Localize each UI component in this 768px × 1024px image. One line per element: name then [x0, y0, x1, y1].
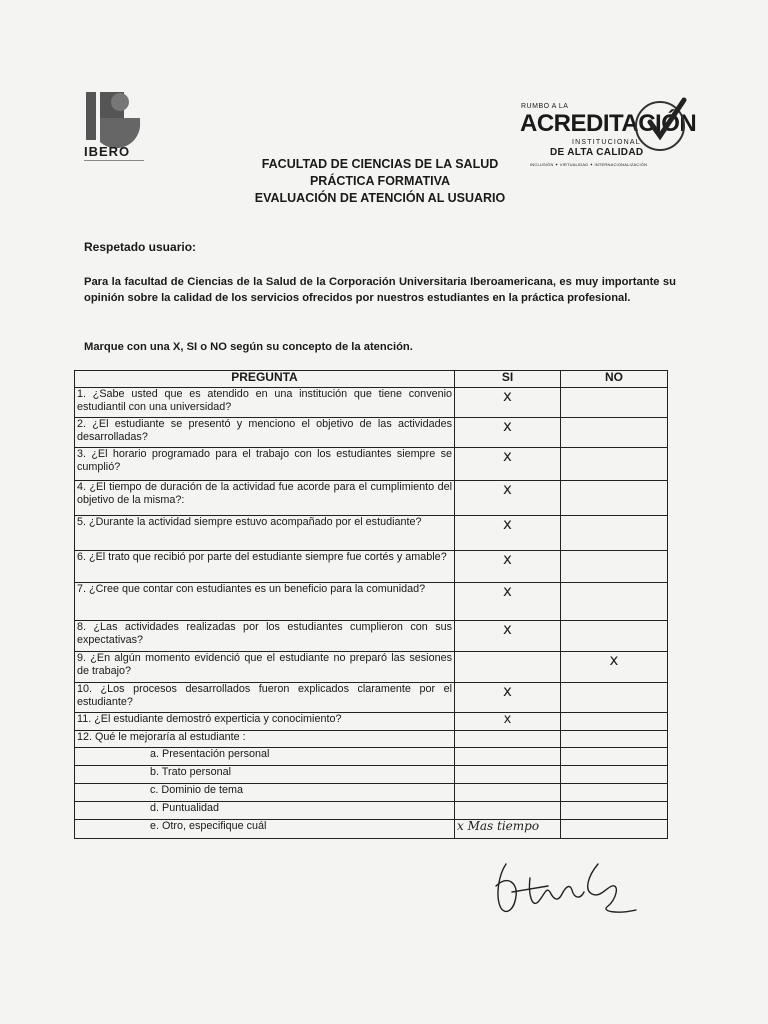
- table-row: [75, 802, 668, 820]
- header-pregunta: PREGUNTA: [75, 371, 455, 388]
- accreditation-top-text: RUMBO A LA: [521, 103, 569, 110]
- answer-si-cell[interactable]: [455, 481, 561, 516]
- subitem-cell: b. Trato personal: [75, 766, 455, 784]
- question-cell: 1. ¿Sabe usted que es atendido en una institución que tiene convenio estudiantil con una universidad?: [75, 388, 455, 418]
- si-mark: x: [503, 712, 512, 727]
- checkmark-circle-icon: [628, 96, 688, 156]
- answer-si-cell[interactable]: [455, 551, 561, 583]
- ibero-logo-underline: [84, 160, 144, 163]
- faculty-title: FACULTAD DE CIENCIAS DE LA SALUD: [261, 157, 499, 171]
- answer-no-cell[interactable]: [561, 766, 668, 784]
- si-mark: x: [503, 480, 512, 498]
- question-cell: 8. ¿Las actividades realizadas por los estudiantes cumplieron con sus expectativas?: [75, 621, 455, 652]
- answer-no-cell[interactable]: [561, 621, 668, 652]
- answer-si-cell[interactable]: [455, 784, 561, 802]
- accreditation-main-text: ACREDITACIÓN: [520, 110, 697, 137]
- answer-si-cell[interactable]: [455, 448, 561, 481]
- signature-icon: [488, 856, 648, 926]
- table-row: [75, 516, 668, 551]
- answer-no-cell[interactable]: [561, 713, 668, 731]
- answer-no-cell[interactable]: [561, 748, 668, 766]
- table-row: [75, 621, 668, 652]
- table-row: [75, 820, 668, 839]
- table-row: [75, 748, 668, 766]
- accreditation-institucional-text: INSTITUCIONAL: [572, 139, 641, 146]
- si-mark: x: [503, 550, 512, 568]
- answer-si-cell[interactable]: [455, 621, 561, 652]
- answer-si-cell[interactable]: [455, 731, 561, 748]
- table-row: [75, 388, 668, 418]
- si-mark: x: [503, 417, 512, 435]
- practice-title: PRÁCTICA FORMATIVA: [309, 174, 451, 188]
- accreditation-logo: [518, 100, 697, 172]
- si-mark: x: [503, 387, 512, 405]
- table-row: [75, 448, 668, 481]
- si-mark: x: [503, 582, 512, 600]
- survey-table: [74, 370, 668, 839]
- answer-si-cell[interactable]: [455, 583, 561, 621]
- answer-si-cell[interactable]: [455, 713, 561, 731]
- answer-si-cell[interactable]: [455, 516, 561, 551]
- header-si: SI: [455, 371, 561, 388]
- table-row: [75, 683, 668, 713]
- table-row: [75, 481, 668, 516]
- header-no: NO: [561, 371, 668, 388]
- answer-no-cell[interactable]: [561, 551, 668, 583]
- answer-si-cell[interactable]: [455, 766, 561, 784]
- accreditation-alta-text: DE ALTA CALIDAD: [550, 147, 644, 158]
- table-row: [75, 583, 668, 621]
- answer-si-cell[interactable]: [455, 652, 561, 683]
- evaluation-title: EVALUACIÓN DE ATENCIÓN AL USUARIO: [254, 191, 506, 205]
- subitem-cell: c. Dominio de tema: [75, 784, 455, 802]
- answer-no-cell[interactable]: [561, 481, 668, 516]
- si-mark: x: [503, 620, 512, 638]
- table-row: [75, 731, 668, 748]
- answer-si-cell[interactable]: [455, 802, 561, 820]
- table-row: [75, 652, 668, 683]
- question-cell: 9. ¿En algún momento evidenció que el estudiante no preparó las sesiones de trabajo?: [75, 652, 455, 683]
- answer-no-cell[interactable]: [561, 731, 668, 748]
- table-row: [75, 551, 668, 583]
- accreditation-tiny-text: INCLUSIÓN ✦ VIRTUALIDAD ✦ INTERNACIONALIZACIÓN: [530, 162, 648, 167]
- si-mark: x: [503, 447, 512, 465]
- question-cell: 12. Qué le mejoraría al estudiante :: [75, 731, 455, 748]
- answer-no-cell[interactable]: [561, 820, 668, 839]
- answer-no-cell[interactable]: [561, 583, 668, 621]
- question-cell: 6. ¿El trato que recibió por parte del estudiante siempre fue cortés y amable?: [75, 551, 455, 583]
- question-cell: 5. ¿Durante la actividad siempre estuvo acompañado por el estudiante?: [75, 516, 455, 551]
- question-cell: 11. ¿El estudiante demostró experticia y conocimiento?: [75, 713, 455, 731]
- no-mark: x: [609, 651, 619, 669]
- table-row: [75, 713, 668, 731]
- answer-no-cell[interactable]: [561, 683, 668, 713]
- table-header-row: [75, 371, 668, 388]
- question-cell: 2. ¿El estudiante se presentó y menciono el objetivo de las actividades desarrolladas?: [75, 418, 455, 448]
- answer-no-cell[interactable]: [561, 802, 668, 820]
- answer-no-cell[interactable]: [561, 652, 668, 683]
- greeting-text: Respetado usuario:: [84, 240, 197, 254]
- table-row: [75, 766, 668, 784]
- answer-no-cell[interactable]: [561, 448, 668, 481]
- si-mark: x: [503, 515, 512, 533]
- intro-paragraph: Para la facultad de Ciencias de la Salud de la Corporación Universitaria Iberoamericana, es muy importante su opinión sobre la calidad de los servicios ofrecidos por nuestros estudiantes en la práctica profesional.: [84, 276, 676, 304]
- answer-si-cell[interactable]: [455, 683, 561, 713]
- answer-si-cell[interactable]: [455, 388, 561, 418]
- question-cell: 7. ¿Cree que contar con estudiantes es un beneficio para la comunidad?: [75, 583, 455, 621]
- answer-no-cell[interactable]: [561, 418, 668, 448]
- table-row: [75, 784, 668, 802]
- table-row: [75, 418, 668, 448]
- si-note: x Mas tiempo: [457, 819, 540, 833]
- ibero-logo-text: IBERO: [84, 144, 131, 159]
- subitem-cell: d. Puntualidad: [75, 802, 455, 820]
- instruction-text: Marque con una X, SI o NO según su concepto de la atención.: [84, 341, 413, 353]
- answer-no-cell[interactable]: [561, 388, 668, 418]
- answer-no-cell[interactable]: [561, 784, 668, 802]
- answer-si-cell[interactable]: [455, 418, 561, 448]
- answer-no-cell[interactable]: [561, 516, 668, 551]
- question-cell: 10. ¿Los procesos desarrollados fueron explicados claramente por el estudiante?: [75, 683, 455, 713]
- question-cell: 3. ¿El horario programado para el trabajo con los estudiantes siempre se cumplió?: [75, 448, 455, 481]
- subitem-cell: e. Otro, especifique cuál: [75, 820, 455, 839]
- form-title-block: [230, 156, 530, 207]
- answer-si-cell[interactable]: [455, 820, 561, 839]
- answer-si-cell[interactable]: [455, 748, 561, 766]
- subitem-cell: a. Presentación personal: [75, 748, 455, 766]
- si-mark: x: [503, 682, 512, 700]
- question-cell: 4. ¿El tiempo de duración de la actividad fue acorde para el cumplimiento del objetivo de la misma?:: [75, 481, 455, 516]
